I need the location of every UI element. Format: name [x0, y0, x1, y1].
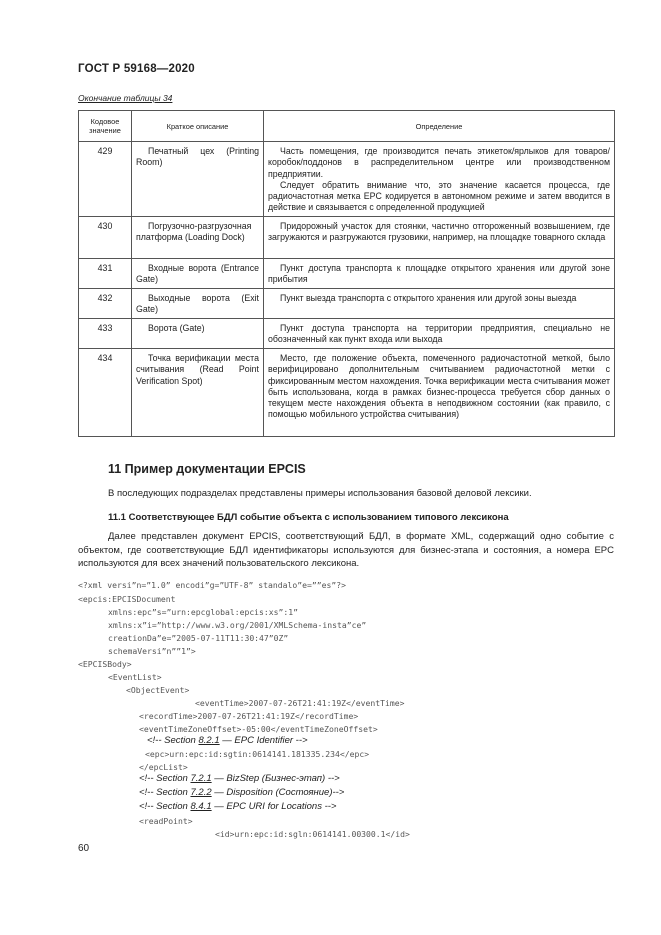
- brief-cell: [132, 217, 264, 259]
- definition-cell: [264, 289, 615, 319]
- brief-cell: [132, 319, 264, 349]
- comment-text: — Disposition (Состояние)-->: [211, 787, 345, 798]
- code-line: <readPoint>: [139, 816, 193, 826]
- table-header-row: [79, 111, 615, 142]
- definitions-table: [78, 110, 615, 437]
- code-line: <epc>urn:epc:id:sgtin:0614141.181335.234</epc>: [145, 749, 370, 759]
- subsection-text: Далее представлен документ EPCIS, соответствующий БДЛ, в формате XML, содержащий одно событие с объектом, где соответствующие БДЛ идентификаторы используются для бизнес-этапа и состояния, а номера EPC используются для всех значений пользовательского лексикона.: [78, 531, 614, 569]
- table-caption: Окончание таблицы 34: [78, 93, 173, 103]
- definition-paragraph: Место, где положение объекта, помеченного радиочастотной меткой, было верифицировано дополнительным считыванием радиочастотной метки с фиксированным местом нахождения. Точка верификации места считывания может быть использована, когда в рамках бизнес-процесса требуется сбор данных о текущем месте нахождения объекта в неподвижном состоянии (как правило, с помощью мобильного устройства считывания): [268, 353, 610, 420]
- column-header-code: Кодовое значение: [79, 111, 132, 142]
- brief-text: Печатный цех (Printing Room): [136, 146, 259, 168]
- subsection-title: 11.1 Соответствующее БДЛ событие объекта с использованием типового лексикона: [108, 512, 509, 523]
- section-reference: 7.2.1: [190, 773, 212, 784]
- definition-paragraph: Пункт доступа транспорта на территории предприятия, специально не обозначенный как пункт входа или выхода: [268, 323, 610, 345]
- table-row: [79, 289, 615, 319]
- brief-cell: [132, 289, 264, 319]
- comment-text: <!-- Section: [139, 787, 191, 798]
- code-line: <EventList>: [108, 672, 162, 682]
- code-comment: [139, 787, 344, 798]
- table-row: [79, 259, 615, 289]
- table-row: [79, 349, 615, 437]
- code-cell: 433: [79, 319, 132, 349]
- comment-text: <!-- Section: [139, 801, 191, 812]
- definition-cell: [264, 217, 615, 259]
- document-header: ГОСТ Р 59168—2020: [78, 63, 195, 75]
- code-cell: 429: [79, 142, 132, 217]
- definition-cell: [264, 349, 615, 437]
- code-line: <epcis:EPCISDocument: [78, 594, 176, 604]
- comment-text: — EPC Identifier -->: [219, 735, 308, 746]
- comment-text: <!-- Section: [139, 773, 191, 784]
- brief-text: Входные ворота (Entrance Gate): [136, 263, 259, 285]
- definition-cell: [264, 259, 615, 289]
- code-comment: [147, 735, 308, 746]
- code-line: </epcList>: [139, 762, 188, 772]
- code-cell: 430: [79, 217, 132, 259]
- code-comment: [139, 801, 336, 812]
- definition-cell: [264, 142, 615, 217]
- brief-text: Точка верификации места считывания (Read Point Verification Spot): [136, 353, 259, 386]
- code-line: <?xml versi”n=”1.0” encodi”g=”UTF-8” standalo”e=””es”?>: [78, 580, 347, 590]
- definition-paragraph: Часть помещения, где производится печать этикеток/ярлыков для товаров/коробок/поддонов в распределительном центре или производственном предприятии.: [268, 146, 610, 179]
- brief-text: Погрузочно-разгрузочная платформа (Loading Dock): [136, 221, 252, 243]
- table-row: [79, 217, 615, 259]
- brief-text: Выходные ворота (Exit Gate): [136, 293, 259, 315]
- code-line: <eventTimeZoneOffset>-05:00</eventTimeZoneOffset>: [139, 724, 378, 734]
- comment-text: <!-- Section: [147, 735, 199, 746]
- section-title: 11 Пример документации EPCIS: [108, 462, 306, 476]
- brief-cell: [132, 259, 264, 289]
- code-line: creationDa”e=”2005-07-11T11:30:47”0Z”: [108, 633, 289, 643]
- table-row: [79, 319, 615, 349]
- code-cell: 434: [79, 349, 132, 437]
- comment-text: — BizStep (Бизнес-этап) -->: [211, 773, 340, 784]
- code-cell: 431: [79, 259, 132, 289]
- column-header-brief: Краткое описание: [132, 111, 264, 142]
- definition-paragraph: Пункт доступа транспорта к площадке открытого хранения или другой зоне прибытия: [268, 263, 610, 285]
- page-number: 60: [78, 843, 90, 854]
- section-intro: В последующих подразделах представлены примеры использования базовой деловой лексики.: [108, 488, 532, 499]
- code-line: <ObjectEvent>: [126, 685, 190, 695]
- code-line: schemaVersi”n””1”>: [108, 646, 196, 656]
- code-line: xmlns:epc”s=”urn:epcglobal:epcis:xs”:1”: [108, 607, 299, 617]
- code-cell: 432: [79, 289, 132, 319]
- column-header-definition: Определение: [264, 111, 615, 142]
- table-row: [79, 142, 615, 217]
- brief-text: Ворота (Gate): [148, 323, 205, 333]
- code-line: <EPCISBody>: [78, 659, 132, 669]
- code-line: xmlns:x”i=”http://www.w3.org/2001/XMLSchema-insta”ce”: [108, 620, 367, 630]
- definition-cell: [264, 319, 615, 349]
- section-reference: 8.2.1: [198, 735, 220, 746]
- definition-paragraph: Пункт выезда транспорта с открытого хранения или другой зоны выезда: [280, 293, 577, 303]
- section-reference: 8.4.1: [190, 801, 212, 812]
- comment-text: — EPC URI for Locations -->: [211, 801, 337, 812]
- section-reference: 7.2.2: [190, 787, 212, 798]
- code-line: <id>urn:epc:id:sgln:0614141.00300.1</id>: [215, 829, 410, 839]
- brief-cell: [132, 349, 264, 437]
- code-comment: [139, 773, 340, 784]
- code-line: <eventTime>2007-07-26T21:41:19Z</eventTime>: [195, 698, 405, 708]
- brief-cell: [132, 142, 264, 217]
- definition-paragraph: Следует обратить внимание что, это значение касается процесса, где радиочастотная метка EPC кодируется в автономном режиме и затем вводится в действие и связывается с определенной продукцией: [268, 179, 610, 213]
- definition-paragraph: Придорожный участок для стоянки, частично отгороженный возвышением, где загружаются и разгружаются грузовики, например, на площадке товарного склада: [268, 221, 610, 243]
- code-line: <recordTime>2007-07-26T21:41:19Z</recordTime>: [139, 711, 359, 721]
